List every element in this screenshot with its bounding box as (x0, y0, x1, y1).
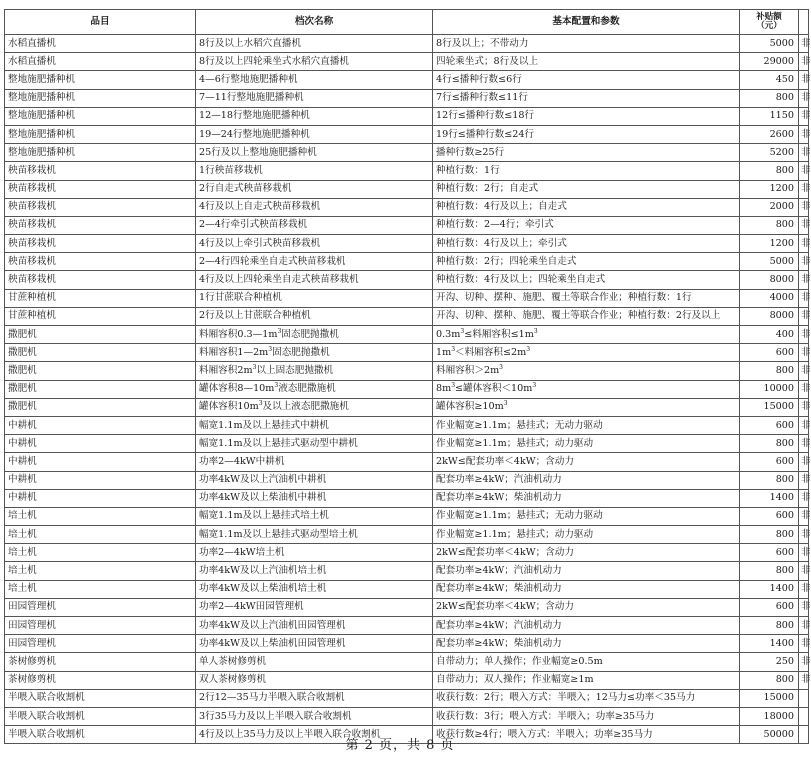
cell-item: 培土机 (5, 526, 196, 544)
cell-item: 中耕机 (5, 489, 196, 507)
cell-config: 四轮乘坐式；8行及以上 (433, 53, 740, 71)
table-row (5, 435, 809, 453)
table-row (5, 689, 809, 707)
table-row (5, 216, 809, 234)
cell-item: 整地施肥播种机 (5, 144, 196, 162)
cell-grade: 25行及以上整地施肥播种机 (196, 144, 433, 162)
cell-grade: 1行甘蔗联合种植机 (196, 289, 433, 307)
cell-item: 撒肥机 (5, 362, 196, 380)
cell-subsidy: 10000 (740, 380, 799, 398)
cell-extra (799, 707, 809, 725)
cell-config: 罐体容积$\ge 10m^3$ (433, 398, 740, 416)
cell-grade: 19—24行整地施肥播种机 (196, 125, 433, 143)
cell-grade: 功率2—4kW田园管理机 (196, 598, 433, 616)
cell-extra: 非 (799, 307, 809, 325)
cell-config: 开沟、切种、摆种、施肥、覆土等联合作业；种植行数：1行 (433, 289, 740, 307)
cell-grade: 4行及以上35马力及以上半喂入联合收割机 (196, 726, 433, 744)
cell-item: 中耕机 (5, 453, 196, 471)
cell-grade: 料厢容积$0.3—1m^3$固态肥抛撒机 (196, 326, 433, 344)
cell-subsidy: 1200 (740, 235, 799, 253)
table-row (5, 544, 809, 562)
cell-config: 种植行数：4行及以上；自走式 (433, 198, 740, 216)
cell-config: 配套功率≥4kW；柴油机动力 (433, 489, 740, 507)
cell-config: 收获行数：3行；喂入方式：半喂入；功率≥35马力 (433, 707, 740, 725)
cell-subsidy: 800 (740, 216, 799, 234)
cell-config: 作业幅宽≥1.1m；悬挂式；无动力驱动 (433, 416, 740, 434)
cell-config: 种植行数：2行；自走式 (433, 180, 740, 198)
cell-subsidy: 5000 (740, 253, 799, 271)
cell-subsidy: 600 (740, 507, 799, 525)
cell-grade: 功率4kW及以上汽油机中耕机 (196, 471, 433, 489)
table-row (5, 235, 809, 253)
table-row (5, 617, 809, 635)
cell-item: 整地施肥播种机 (5, 107, 196, 125)
table-row (5, 107, 809, 125)
cell-config: 开沟、切种、摆种、施肥、覆土等联合作业；种植行数：2行及以上 (433, 307, 740, 325)
cell-config: 配套功率≥4kW；汽油机动力 (433, 471, 740, 489)
cell-config: 收获行数：2行；喂入方式：半喂入；12马力≤功率＜35马力 (433, 689, 740, 707)
cell-config: 2kW≤配套功率＜4kW；含动力 (433, 453, 740, 471)
cell-grade: 料厢容积$1—2m^3$固态肥抛撒机 (196, 344, 433, 362)
header-extra (799, 10, 809, 35)
cell-subsidy: 15000 (740, 398, 799, 416)
cell-item: 半喂入联合收割机 (5, 726, 196, 744)
cell-config: 种植行数：1行 (433, 162, 740, 180)
cell-subsidy: 800 (740, 435, 799, 453)
table-row (5, 198, 809, 216)
table-row (5, 453, 809, 471)
cell-item: 茶树修剪机 (5, 671, 196, 689)
cell-config: 收获行数≥4行；喂入方式：半喂入；功率≥35马力 (433, 726, 740, 744)
cell-item: 秧苗移栽机 (5, 235, 196, 253)
table-row (5, 125, 809, 143)
table-row (5, 344, 809, 362)
cell-extra: 非 (799, 198, 809, 216)
cell-item: 培土机 (5, 580, 196, 598)
cell-item: 整地施肥播种机 (5, 71, 196, 89)
cell-subsidy: 1200 (740, 180, 799, 198)
header-grade: 档次名称 (196, 10, 433, 35)
table-row (5, 671, 809, 689)
cell-subsidy: 5200 (740, 144, 799, 162)
cell-grade: 7—11行整地施肥播种机 (196, 89, 433, 107)
cell-item: 田园管理机 (5, 617, 196, 635)
cell-config: 播种行数≥25行 (433, 144, 740, 162)
cell-config: 作业幅宽≥1.1m；悬挂式；无动力驱动 (433, 507, 740, 525)
cell-extra (799, 689, 809, 707)
cell-extra: 非 (799, 635, 809, 653)
cell-extra: 非 (799, 180, 809, 198)
header-subsidy-line2: （元） (756, 21, 782, 31)
cell-config: 种植行数：2行；四轮乘坐自走式 (433, 253, 740, 271)
cell-grade: 单人茶树修剪机 (196, 653, 433, 671)
cell-extra: 非 (799, 89, 809, 107)
table-row (5, 89, 809, 107)
cell-subsidy: 1400 (740, 635, 799, 653)
cell-grade: 幅宽1.1m及以上悬挂式驱动型中耕机 (196, 435, 433, 453)
cell-subsidy: 800 (740, 526, 799, 544)
cell-extra: 非 (799, 562, 809, 580)
cell-config: 种植行数：2—4行；牵引式 (433, 216, 740, 234)
cell-extra: 非 (799, 617, 809, 635)
header-subsidy (740, 10, 799, 35)
cell-extra: 非 (799, 162, 809, 180)
cell-grade: 1行秧苗移栽机 (196, 162, 433, 180)
cell-config: 作业幅宽≥1.1m；悬挂式；动力驱动 (433, 435, 740, 453)
cell-grade: 功率2—4kW中耕机 (196, 453, 433, 471)
header-config: 基本配置和参数 (433, 10, 740, 35)
cell-extra: 非 (799, 416, 809, 434)
cell-subsidy: 800 (740, 617, 799, 635)
cell-subsidy: 600 (740, 598, 799, 616)
cell-item: 秧苗移栽机 (5, 253, 196, 271)
header-item: 品目 (5, 10, 196, 35)
table-row (5, 635, 809, 653)
cell-grade: 功率4kW及以上汽油机培土机 (196, 562, 433, 580)
cell-item: 水稻直播机 (5, 53, 196, 71)
cell-subsidy: 800 (740, 471, 799, 489)
cell-item: 半喂入联合收割机 (5, 707, 196, 725)
cell-grade: 料厢容积$2m^3$以上固态肥抛撒机 (196, 362, 433, 380)
cell-subsidy: 400 (740, 326, 799, 344)
cell-item: 整地施肥播种机 (5, 125, 196, 143)
cell-config: 8行及以上；不带动力 (433, 35, 740, 53)
cell-extra: 非 (799, 326, 809, 344)
page-footer: 第 2 页，共 8 页 (345, 738, 455, 753)
cell-config: 19行≤播种行数≤24行 (433, 125, 740, 143)
cell-item: 秧苗移栽机 (5, 180, 196, 198)
cell-subsidy: 15000 (740, 689, 799, 707)
cell-extra (799, 726, 809, 744)
cell-extra: 非 (799, 289, 809, 307)
cell-subsidy: 1400 (740, 580, 799, 598)
cell-extra: 非 (799, 471, 809, 489)
table-row (5, 380, 809, 398)
table-row (5, 416, 809, 434)
cell-item: 茶树修剪机 (5, 653, 196, 671)
cell-extra: 非 (799, 253, 809, 271)
cell-config: 配套功率≥4kW；汽油机动力 (433, 617, 740, 635)
table-row (5, 271, 809, 289)
cell-extra: 非 (799, 453, 809, 471)
cell-config: 配套功率≥4kW；柴油机动力 (433, 635, 740, 653)
cell-grade: 2行12—35马力半喂入联合收割机 (196, 689, 433, 707)
cell-extra: 非 (799, 125, 809, 143)
table-row (5, 507, 809, 525)
header-subsidy-line1: 补贴额 (756, 11, 782, 22)
table-row (5, 71, 809, 89)
cell-grade: 2—4行牵引式秧苗移栽机 (196, 216, 433, 234)
cell-grade: 8行及以上水稻穴直播机 (196, 35, 433, 53)
cell-config: 2kW≤配套功率＜4kW；含动力 (433, 598, 740, 616)
cell-grade: 功率4kW及以上柴油机培土机 (196, 580, 433, 598)
cell-item: 撒肥机 (5, 398, 196, 416)
table-row (5, 326, 809, 344)
cell-subsidy: 18000 (740, 707, 799, 725)
cell-config: 7行≤播种行数≤11行 (433, 89, 740, 107)
cell-subsidy: 1150 (740, 107, 799, 125)
cell-config: $8m^3\le$罐体容积$<10m^3$ (433, 380, 740, 398)
cell-subsidy: 600 (740, 453, 799, 471)
cell-extra: 非 (799, 671, 809, 689)
cell-config: $1m^3<$料厢容积$\le 2m^3$ (433, 344, 740, 362)
cell-extra: 非 (799, 35, 809, 53)
cell-extra: 非 (799, 71, 809, 89)
cell-subsidy: 2000 (740, 198, 799, 216)
table-row (5, 144, 809, 162)
cell-item: 秧苗移栽机 (5, 198, 196, 216)
cell-extra: 非 (799, 107, 809, 125)
cell-grade: 4行及以上四轮乘坐自走式秧苗移栽机 (196, 271, 433, 289)
cell-extra: 非 (799, 53, 809, 71)
cell-grade: 双人茶树修剪机 (196, 671, 433, 689)
cell-config: 种植行数：4行及以上；四轮乘坐自走式 (433, 271, 740, 289)
cell-subsidy: 800 (740, 89, 799, 107)
cell-grade: 功率4kW及以上汽油机田园管理机 (196, 617, 433, 635)
table-row (5, 35, 809, 53)
cell-grade: 功率2—4kW培土机 (196, 544, 433, 562)
cell-grade: 功率4kW及以上柴油机田园管理机 (196, 635, 433, 653)
cell-item: 秧苗移栽机 (5, 162, 196, 180)
cell-extra: 非 (799, 380, 809, 398)
cell-grade: 幅宽1.1m及以上悬挂式驱动型培土机 (196, 526, 433, 544)
table-row (5, 398, 809, 416)
cell-grade: 8行及以上四轮乘坐式水稻穴直播机 (196, 53, 433, 71)
cell-config: 作业幅宽≥1.1m；悬挂式；动力驱动 (433, 526, 740, 544)
table-row (5, 580, 809, 598)
cell-subsidy: 1400 (740, 489, 799, 507)
table-row (5, 707, 809, 725)
cell-item: 撒肥机 (5, 326, 196, 344)
cell-subsidy: 4000 (740, 289, 799, 307)
cell-grade: 罐体容积$8—10m^3$液态肥撒施机 (196, 380, 433, 398)
cell-item: 半喂入联合收割机 (5, 689, 196, 707)
cell-grade: 4行及以上牵引式秧苗移栽机 (196, 235, 433, 253)
cell-item: 田园管理机 (5, 598, 196, 616)
cell-extra: 非 (799, 526, 809, 544)
cell-subsidy: 8000 (740, 271, 799, 289)
subsidy-table (4, 9, 809, 744)
cell-subsidy: 600 (740, 344, 799, 362)
cell-grade: 幅宽1.1m及以上悬挂式培土机 (196, 507, 433, 525)
cell-item: 撒肥机 (5, 380, 196, 398)
cell-config: 种植行数：4行及以上；牵引式 (433, 235, 740, 253)
cell-extra: 非 (799, 235, 809, 253)
cell-grade: 12—18行整地施肥播种机 (196, 107, 433, 125)
cell-item: 中耕机 (5, 435, 196, 453)
table-row (5, 253, 809, 271)
cell-extra: 非 (799, 435, 809, 453)
cell-subsidy: 50000 (740, 726, 799, 744)
cell-extra: 非 (799, 598, 809, 616)
cell-extra: 非 (799, 144, 809, 162)
cell-grade: 2行自走式秧苗移栽机 (196, 180, 433, 198)
table-row (5, 562, 809, 580)
header-row (5, 10, 809, 35)
table-row (5, 289, 809, 307)
cell-item: 培土机 (5, 562, 196, 580)
cell-extra: 非 (799, 489, 809, 507)
cell-config: $0.3m^3\le$料厢容积$\le 1m^3$ (433, 326, 740, 344)
cell-item: 水稻直播机 (5, 35, 196, 53)
cell-item: 甘蔗种植机 (5, 307, 196, 325)
table-row (5, 489, 809, 507)
cell-grade: 幅宽1.1m及以上悬挂式中耕机 (196, 416, 433, 434)
cell-subsidy: 450 (740, 71, 799, 89)
cell-subsidy: 600 (740, 544, 799, 562)
cell-grade: 4—6行整地施肥播种机 (196, 71, 433, 89)
table-row (5, 180, 809, 198)
cell-item: 中耕机 (5, 416, 196, 434)
cell-subsidy: 800 (740, 362, 799, 380)
cell-grade: 2行及以上甘蔗联合种植机 (196, 307, 433, 325)
table-row (5, 53, 809, 71)
table-row (5, 471, 809, 489)
cell-item: 中耕机 (5, 471, 196, 489)
cell-config: 料厢容积$>2m^3$ (433, 362, 740, 380)
cell-item: 培土机 (5, 507, 196, 525)
cell-item: 甘蔗种植机 (5, 289, 196, 307)
cell-subsidy: 250 (740, 653, 799, 671)
cell-config: 配套功率≥4kW；汽油机动力 (433, 562, 740, 580)
cell-extra: 非 (799, 580, 809, 598)
cell-extra: 非 (799, 653, 809, 671)
cell-extra: 非 (799, 216, 809, 234)
cell-item: 培土机 (5, 544, 196, 562)
cell-grade: 功率4kW及以上柴油机中耕机 (196, 489, 433, 507)
cell-grade: 罐体容积$10m^3$及以上液态肥撒施机 (196, 398, 433, 416)
cell-config: 2kW≤配套功率＜4kW；含动力 (433, 544, 740, 562)
table-row (5, 307, 809, 325)
cell-subsidy: 2600 (740, 125, 799, 143)
table-row (5, 362, 809, 380)
cell-item: 田园管理机 (5, 635, 196, 653)
table-row (5, 598, 809, 616)
cell-subsidy: 5000 (740, 35, 799, 53)
cell-subsidy: 800 (740, 562, 799, 580)
cell-item: 秧苗移栽机 (5, 216, 196, 234)
cell-extra: 非 (799, 344, 809, 362)
table-row (5, 162, 809, 180)
cell-grade: 2—4行四轮乘坐自走式秧苗移栽机 (196, 253, 433, 271)
table-body (5, 35, 809, 744)
cell-grade: 3行35马力及以上半喂入联合收割机 (196, 707, 433, 725)
cell-config: 4行≤播种行数≤6行 (433, 71, 740, 89)
cell-subsidy: 29000 (740, 53, 799, 71)
cell-item: 撒肥机 (5, 344, 196, 362)
cell-config: 12行≤播种行数≤18行 (433, 107, 740, 125)
cell-grade: 4行及以上自走式秧苗移栽机 (196, 198, 433, 216)
cell-config: 自带动力；双人操作；作业幅宽≥1m (433, 671, 740, 689)
cell-extra: 非 (799, 398, 809, 416)
cell-extra: 非 (799, 271, 809, 289)
table-row (5, 653, 809, 671)
cell-subsidy: 800 (740, 671, 799, 689)
cell-extra: 非 (799, 362, 809, 380)
cell-item: 整地施肥播种机 (5, 89, 196, 107)
table-row (5, 526, 809, 544)
cell-extra: 非 (799, 544, 809, 562)
cell-item: 秧苗移栽机 (5, 271, 196, 289)
cell-subsidy: 600 (740, 416, 799, 434)
cell-config: 配套功率≥4kW；柴油机动力 (433, 580, 740, 598)
cell-extra: 非 (799, 507, 809, 525)
cell-subsidy: 800 (740, 162, 799, 180)
cell-subsidy: 8000 (740, 307, 799, 325)
cell-config: 自带动力；单人操作；作业幅宽≥0.5m (433, 653, 740, 671)
